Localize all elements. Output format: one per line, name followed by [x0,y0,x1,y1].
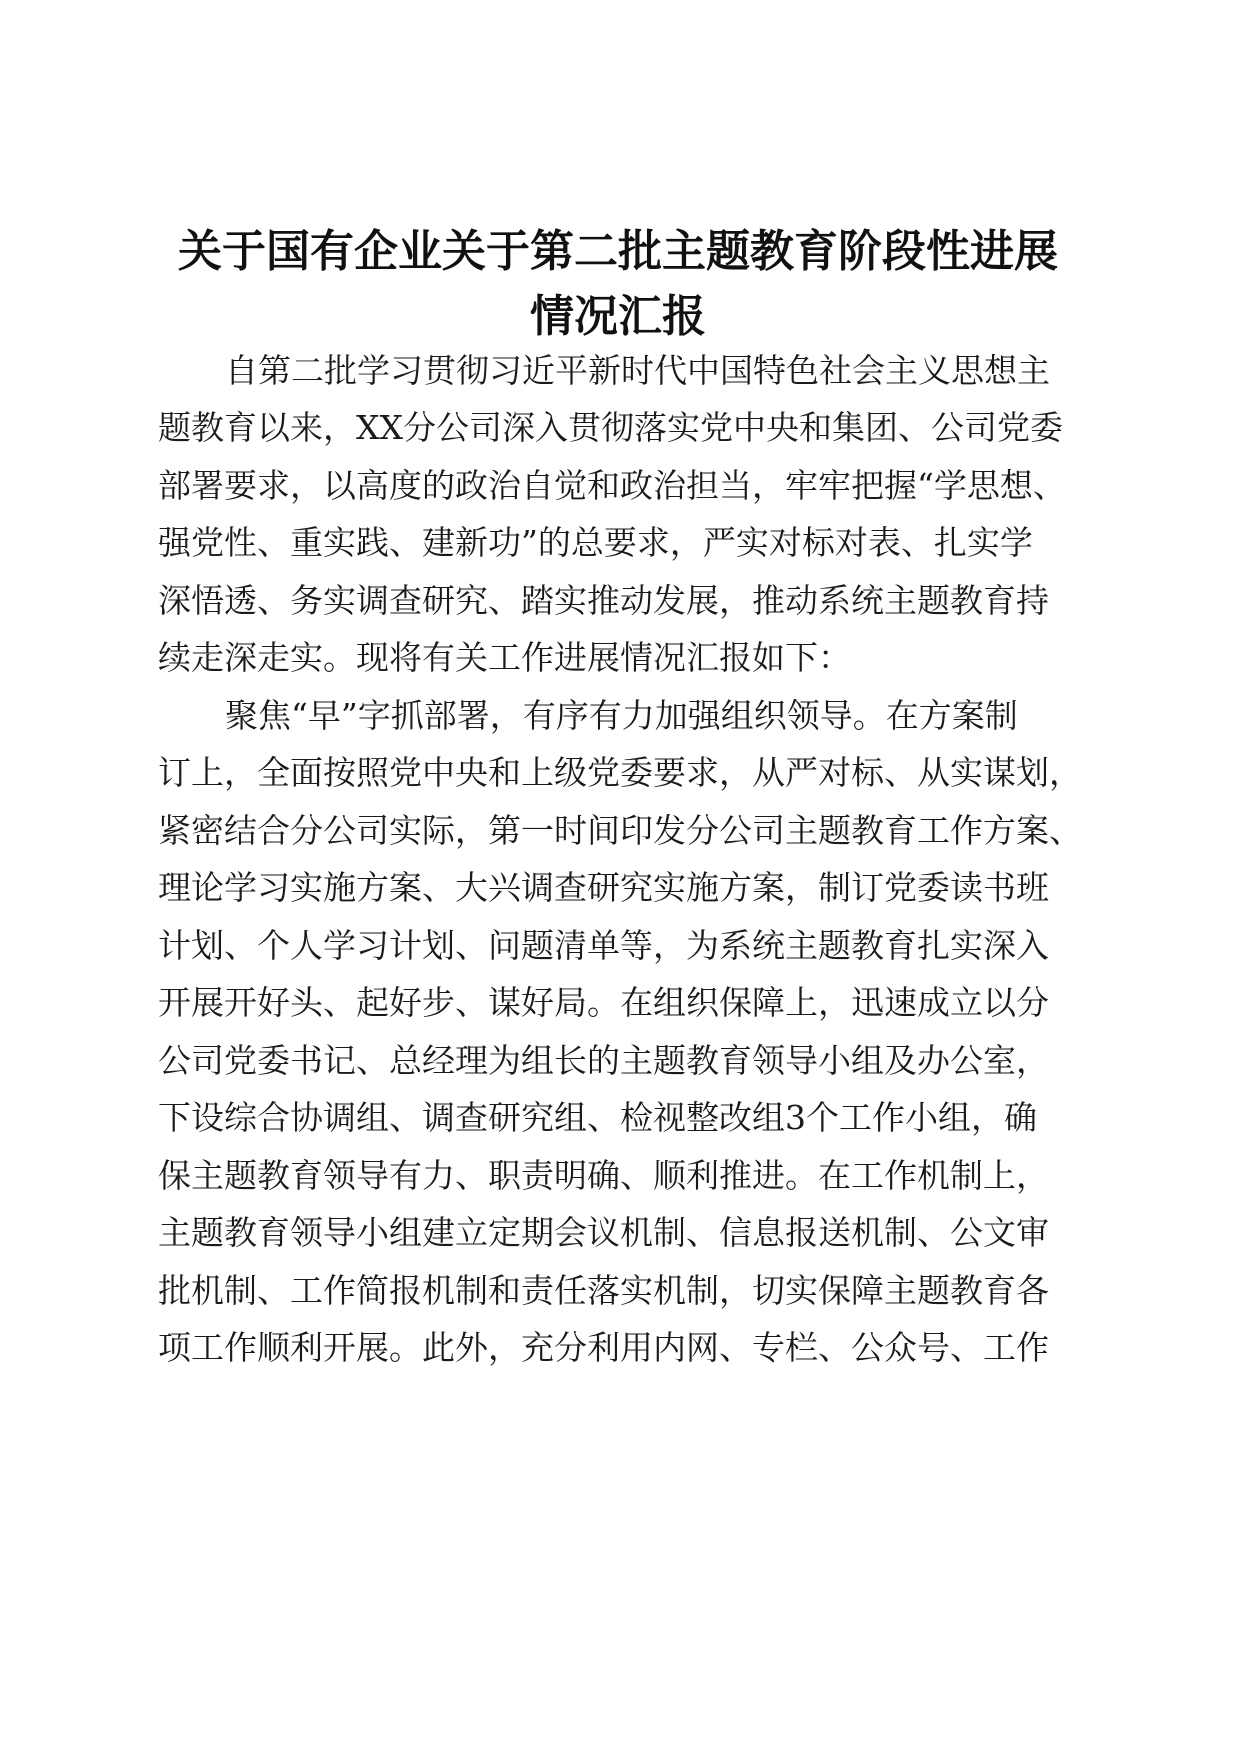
paragraph-2-line-7: 公司党委书记、总经理为组长的主题教育领导小组及办公室， [158,1041,1049,1080]
paragraph-1-line-6: 续走深走实。现将有关工作进展情况汇报如下： [158,638,851,677]
paragraph-1-line-4: 强党性、重实践、建新功”的总要求，严实对标对表、扎实学 [158,523,1033,562]
paragraph-2-line-10: 主题教育领导小组建立定期会议机制、信息报送机制、公文审 [158,1213,1049,1252]
document-title-line-1: 关于国有企业关于第二批主题教育阶段性进展 [178,226,1058,277]
paragraph-2-line-3: 紧密结合分公司实际，第一时间印发分公司主题教育工作方案、 [158,811,1082,850]
document-title-line-2: 情况汇报 [530,291,706,342]
paragraph-1-line-5: 深悟透、务实调查研究、踏实推动发展，推动系统主题教育持 [158,581,1049,620]
paragraph-2-line-8: 下设综合协调组、调查研究组、检视整改组3个工作小组，确 [158,1098,1037,1137]
paragraph-1-line-1: 自第二批学习贯彻习近平新时代中国特色社会主义思想主 [225,351,1050,390]
paragraph-2-line-1: 聚焦“早”字抓部署，有序有力加强组织领导。在方案制 [225,696,1018,735]
paragraph-1-line-2: 题教育以来，XX分公司深入贯彻落实党中央和集团、公司党委 [158,408,1063,447]
paragraph-2-line-6: 开展开好头、起好步、谋好局。在组织保障上，迅速成立以分 [158,983,1049,1022]
paragraph-1-line-3: 部署要求，以高度的政治自觉和政治担当，牢牢把握“学思想、 [158,466,1066,505]
paragraph-2-line-5: 计划、个人学习计划、问题清单等，为系统主题教育扎实深入 [158,926,1049,965]
paragraph-2-line-2: 订上，全面按照党中央和上级党委要求，从严对标、从实谋划， [158,753,1082,792]
paragraph-2-line-12: 项工作顺利开展。此外，充分利用内网、专栏、公众号、工作 [158,1328,1049,1367]
paragraph-2-line-9: 保主题教育领导有力、职责明确、顺利推进。在工作机制上， [158,1156,1049,1195]
paragraph-2-line-11: 批机制、工作简报机制和责任落实机制，切实保障主题教育各 [158,1271,1049,1310]
paragraph-2-line-4: 理论学习实施方案、大兴调查研究实施方案，制订党委读书班 [158,868,1049,907]
